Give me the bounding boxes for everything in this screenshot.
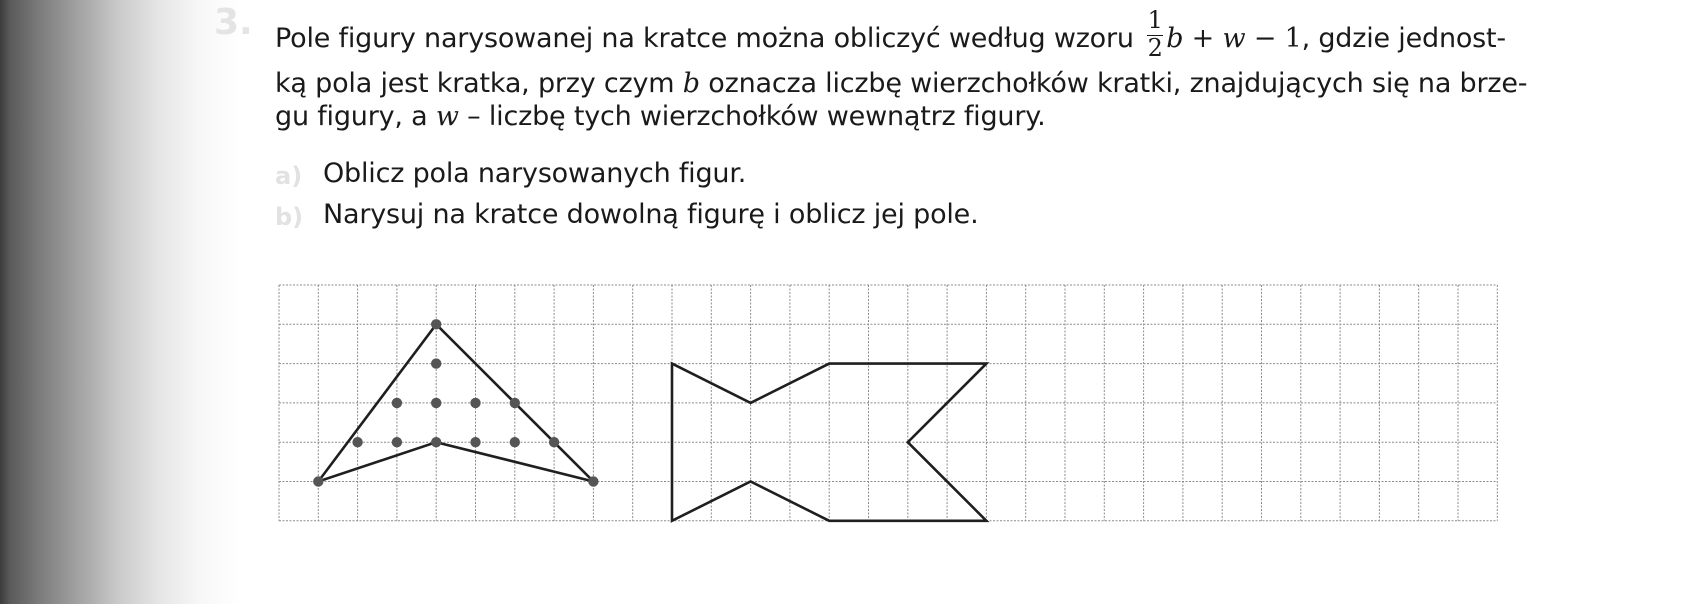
text-segment: gu figury, a — [275, 101, 436, 132]
interior-lattice-dot — [470, 437, 480, 447]
interior-lattice-dot — [352, 437, 362, 447]
interior-lattice-dot — [431, 358, 441, 368]
text-segment: Pole figury narysowanej na kratce można obliczyć według wzoru — [275, 23, 1143, 54]
figures-layer — [318, 324, 986, 521]
interior-lattice-dot — [431, 398, 441, 408]
interior-lattice-dot — [510, 398, 520, 408]
fraction-numerator: 1 — [1147, 6, 1163, 34]
interior-lattice-dot — [392, 398, 402, 408]
text-segment: ką pola jest kratka, przy czym — [275, 68, 683, 99]
formula-w: w — [1222, 23, 1246, 54]
text-segment: oznacza liczbę wierzchołków kratki, znajdujących się na brze- — [699, 68, 1528, 99]
task-marker-a-faded: a) — [275, 162, 303, 190]
formula-b: b — [1166, 23, 1184, 54]
interior-lattice-dot — [392, 437, 402, 447]
boundary-lattice-dot — [431, 319, 441, 329]
text-segment: , gdzie jednost- — [1301, 23, 1506, 54]
task-marker-b-faded: b) — [275, 203, 304, 231]
task-b-text: Narysuj na kratce dowolną figurę i oblicz jej pole. — [323, 199, 979, 230]
formula-minus-one: − 1 — [1245, 23, 1302, 54]
interior-lattice-dot — [549, 437, 559, 447]
fraction-denominator: 2 — [1147, 34, 1163, 62]
interior-lattice-dot — [470, 398, 480, 408]
formula-plus: + — [1183, 23, 1223, 54]
variable-b: b — [682, 68, 700, 99]
boundary-lattice-dot — [431, 437, 441, 447]
variable-w: w — [435, 101, 459, 132]
boundary-lattice-dot — [588, 476, 598, 486]
text-segment: – liczbę tych wierzchołków wewnątrz figury. — [458, 101, 1046, 132]
exercise-number-faded: 3. — [214, 2, 253, 43]
task-a-text: Oblicz pola narysowanych figur. — [323, 158, 747, 189]
grid-lines — [279, 285, 1497, 521]
interior-lattice-dot — [510, 437, 520, 447]
boundary-lattice-dot — [313, 476, 323, 486]
